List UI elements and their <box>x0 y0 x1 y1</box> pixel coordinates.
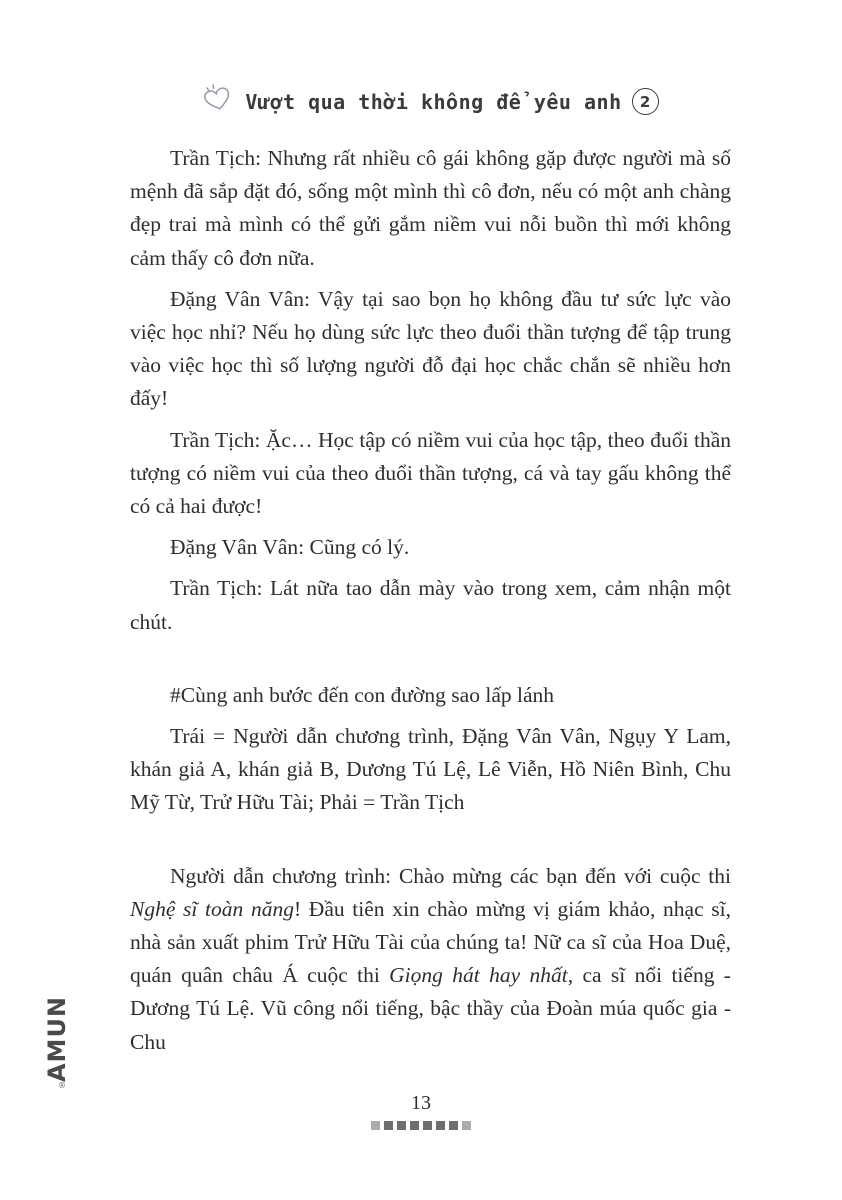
text-run: Trần Tịch: Nhưng rất nhiều cô gái không gặp được người mà số mệnh đã sắp đặt đó, sống một mình thì cô đơn, nếu có một anh chàng đẹp trai mà mình có thể gửi gắm niềm vui nỗi buồn thì mới không cảm thấy cô đơn nữa. <box>130 146 731 270</box>
registered-mark-icon: ® <box>58 1081 66 1090</box>
square-marker <box>384 1121 393 1130</box>
paragraph <box>130 679 731 712</box>
square-marker <box>462 1121 471 1130</box>
body-text <box>130 142 731 1067</box>
page-header <box>130 88 730 115</box>
text-run: Đặng Vân Vân: Cũng có lý. <box>170 535 410 560</box>
page-header-badge: 2 <box>632 88 659 115</box>
square-marker <box>410 1121 419 1130</box>
italic-text-run: Nghệ sĩ toàn năng <box>130 896 294 921</box>
publisher-logo-text: AMUN <box>43 995 72 1083</box>
running-title: Vượt qua thời không để yêu anh <box>245 89 622 114</box>
publisher-logo <box>28 985 88 1095</box>
paragraph <box>130 531 731 564</box>
text-run: ! Đầu tiên xin chào mừng vị giám khảo, nhạc sĩ, nhà sản xuất phim Trử Hữu Tài của chúng ta! Nữ ca sĩ của Hoa Duệ, quán quân châu Á cuộc thi <box>130 896 731 988</box>
page-number: 13 <box>411 1092 431 1114</box>
text-run: Trần Tịch: Ặc… Học tập có niềm vui của học tập, theo đuổi thần tượng có niềm vui của theo đuổi thần tượng, cá và tay gấu không thể có cả hai được! <box>130 427 731 519</box>
paragraph <box>130 572 731 638</box>
paragraph <box>130 424 731 524</box>
square-marker <box>397 1121 406 1130</box>
text-run: Trần Tịch: Lát nữa tao dẫn mày vào trong xem, cảm nhận một chút. <box>130 576 731 634</box>
square-marker <box>371 1121 380 1130</box>
footer-squares <box>371 1121 471 1130</box>
paragraph <box>130 142 731 275</box>
text-run: #Cùng anh bước đến con đường sao lấp lánh <box>170 682 554 707</box>
paragraph <box>130 283 731 416</box>
paragraph <box>130 720 731 820</box>
italic-text-run: Giọng hát hay nhất <box>389 963 568 988</box>
text-run: Trái = Người dẫn chương trình, Đặng Vân Vân, Ngụy Y Lam, khán giả A, khán giả B, Dương Tú Lệ, Lê Viễn, Hồ Niên Bình, Chu Mỹ Từ, Trử Hữu Tài; Phải = Trần Tịch <box>130 724 731 815</box>
square-marker <box>436 1121 445 1130</box>
text-run: Người dẫn chương trình: Chào mừng các bạn đến với cuộc thi <box>170 863 731 888</box>
text-run: Đặng Vân Vân: Vậy tại sao bọn họ không đầu tư sức lực vào việc học nhỉ? Nếu họ dùng sức lực theo đuổi thần tượng để tập trung vào việc học thì số lượng người đỗ đại học chắc chắn sẽ nhiều hơn đấy! <box>130 286 731 411</box>
page-footer <box>0 1092 842 1130</box>
square-marker <box>449 1121 458 1130</box>
paragraph <box>130 860 731 1059</box>
square-marker <box>423 1121 432 1130</box>
text-run: , ca sĩ nổi tiếng - Dương Tú Lệ. Vũ công nổi tiếng, bậc thầy của Đoàn múa quốc gia - Chu <box>130 963 731 1054</box>
heart-doodle-icon <box>201 84 235 114</box>
